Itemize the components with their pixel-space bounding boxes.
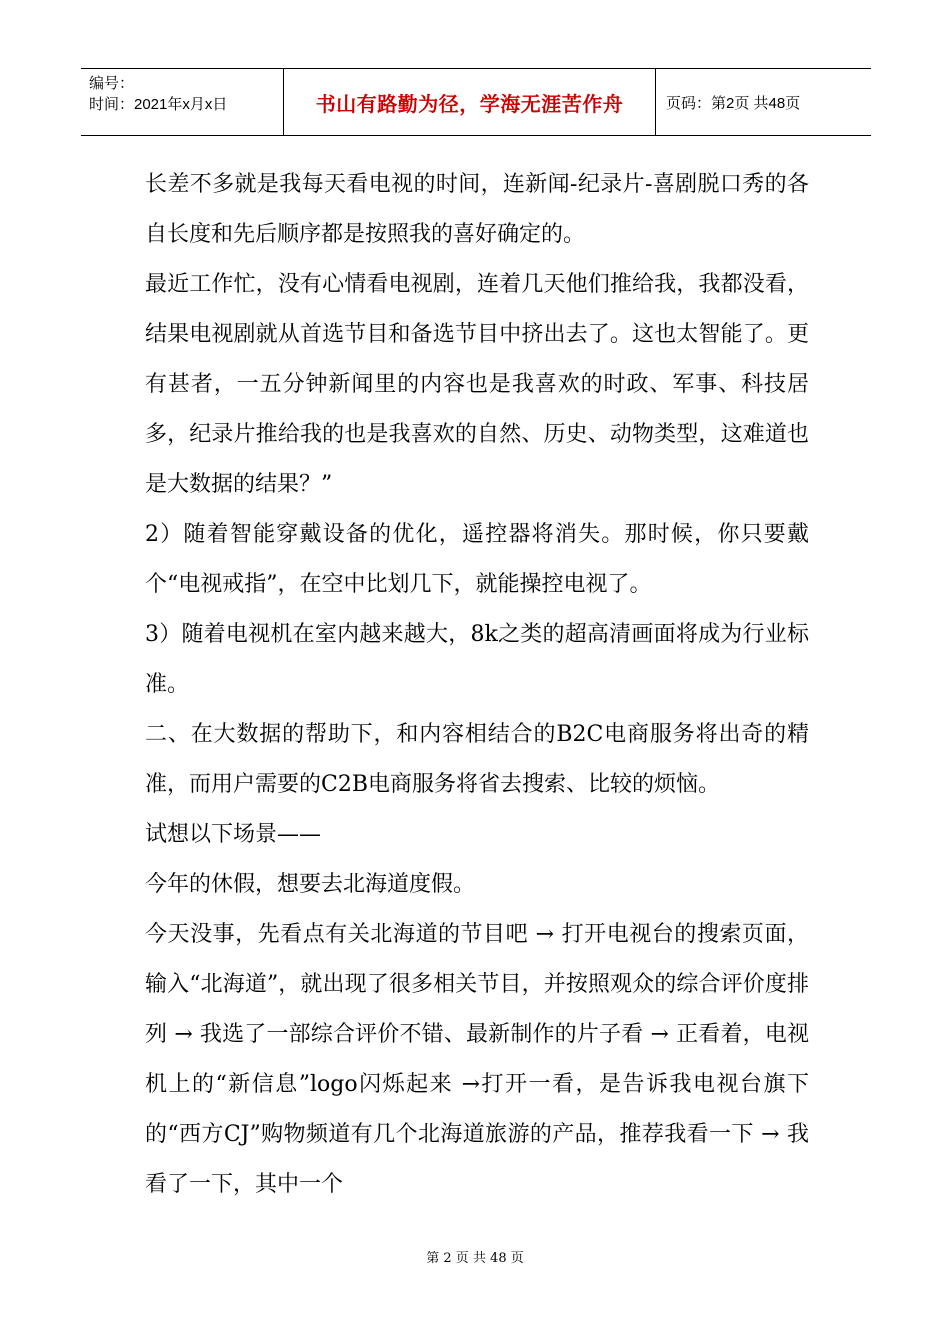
header-meta bbox=[81, 69, 284, 135]
page-header bbox=[81, 68, 871, 136]
document-number-label: 编号： bbox=[89, 75, 135, 92]
paragraph: 试想以下场景—— bbox=[145, 822, 322, 847]
paragraph: 二、在大数据的帮助下，和内容相结合的B2C电商服务将出奇的精准，而用户需要的C2B电商服务将省去搜索、比较的烦恼。 bbox=[145, 722, 809, 797]
paragraph: 2）随着智能穿戴设备的优化，遥控器将消失。那时候，你只要戴个“电视戒指”，在空中比划几下，就能操控电视了。 bbox=[145, 522, 809, 597]
header-page-info: 页码：第2页 共48页 bbox=[666, 94, 801, 112]
paragraph: 长差不多就是我每天看电视的时间，连新闻-纪录片-喜剧脱口秀的各自长度和先后顺序都是按照我的喜好确定的。 bbox=[145, 172, 809, 247]
document-date: 时间：2021年x月x日 bbox=[89, 96, 228, 113]
paragraph: 3）随着电视机在室内越来越大，8k之类的超高清画面将成为行业标准。 bbox=[145, 622, 809, 697]
paragraph: 今天没事，先看点有关北海道的节目吧 → 打开电视台的搜索页面，输入“北海道”，就出现了很多相关节目，并按照观众的综合评价度排列 → 我选了一部综合评价不错、最新制作的片子看 → 正看着，电视机上的“新信息”logo闪烁起来 →打开一看，是告诉我电视台旗下的“西方CJ”购物频道有几个北海道旅游的产品，推荐我看一下 → 我看了一下，其中一个 bbox=[145, 922, 809, 1197]
paragraph: 最近工作忙，没有心情看电视剧，连着几天他们推给我，我都没看，结果电视剧就从首选节目和备选节目中挤出去了。这也太智能了。更有甚者，一五分钟新闻里的内容也是我喜欢的时政、军事、科技居多，纪录片推给我的也是我喜欢的自然、历史、动物类型，这难道也是大数据的结果？” bbox=[145, 272, 809, 497]
document-body bbox=[145, 160, 809, 1210]
paragraph: 今年的休假，想要去北海道度假。 bbox=[145, 872, 476, 897]
header-motto: 书山有路勤为径，学海无涯苦作舟 bbox=[284, 69, 656, 135]
page-footer: 第 2 页 共 48 页 bbox=[426, 1251, 524, 1266]
